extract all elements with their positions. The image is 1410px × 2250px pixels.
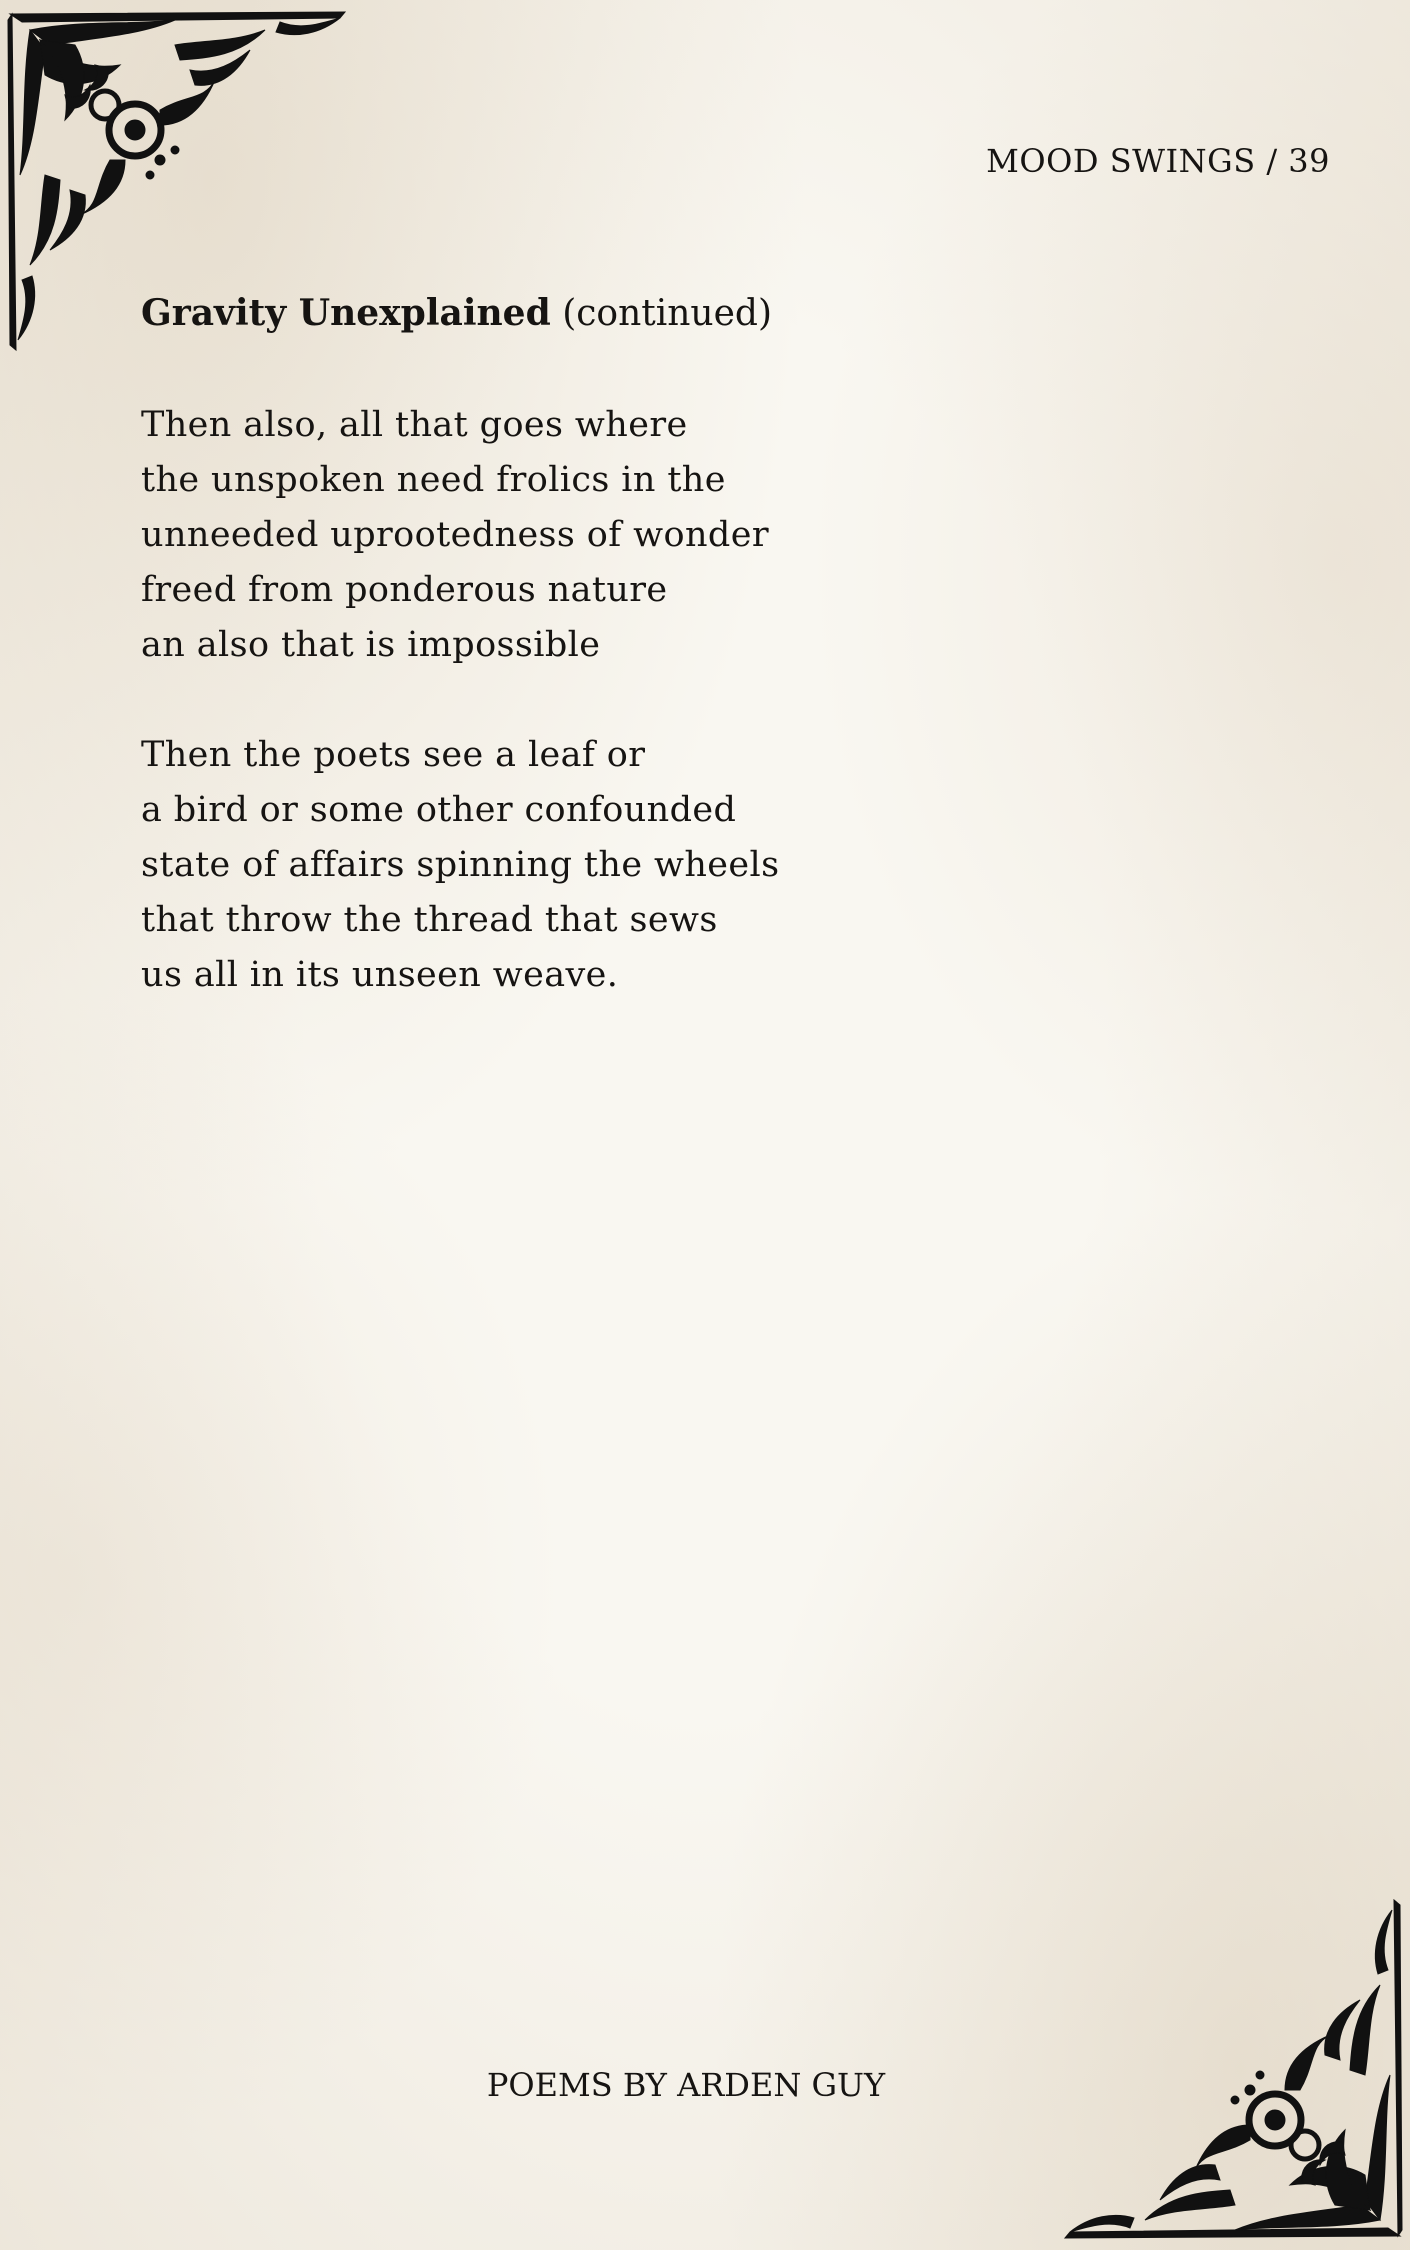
poem-line: the unspoken need frolics in the <box>141 460 726 500</box>
page-footer: POEMS BY ARDEN GUY <box>486 2066 886 2104</box>
stanza <box>141 728 779 1003</box>
poem-line: Then the poets see a leaf or <box>141 735 646 775</box>
poem-line: unneeded uprootedness of wonder <box>141 515 769 555</box>
running-head: MOOD SWINGS / 39 <box>986 142 1330 180</box>
poem-line: us all in its unseen weave. <box>141 955 619 995</box>
poem-line: Then also, all that goes where <box>141 405 688 445</box>
floral-corner-ornament-icon <box>1050 1890 1410 2250</box>
poem-line: an also that is impossible <box>141 625 601 665</box>
poem-line: that throw the thread that sews <box>141 900 718 940</box>
stanza <box>141 398 779 673</box>
poem-line: a bird or some other confounded <box>141 790 737 830</box>
poem-line: freed from ponderous nature <box>141 570 668 610</box>
poem-line: state of affairs spinning the wheels <box>141 845 780 885</box>
poem-title-line <box>141 292 772 334</box>
poem-body <box>141 398 779 1058</box>
poem-title: Gravity Unexplained <box>141 292 551 334</box>
poem-title-suffix: (continued) <box>562 293 773 334</box>
